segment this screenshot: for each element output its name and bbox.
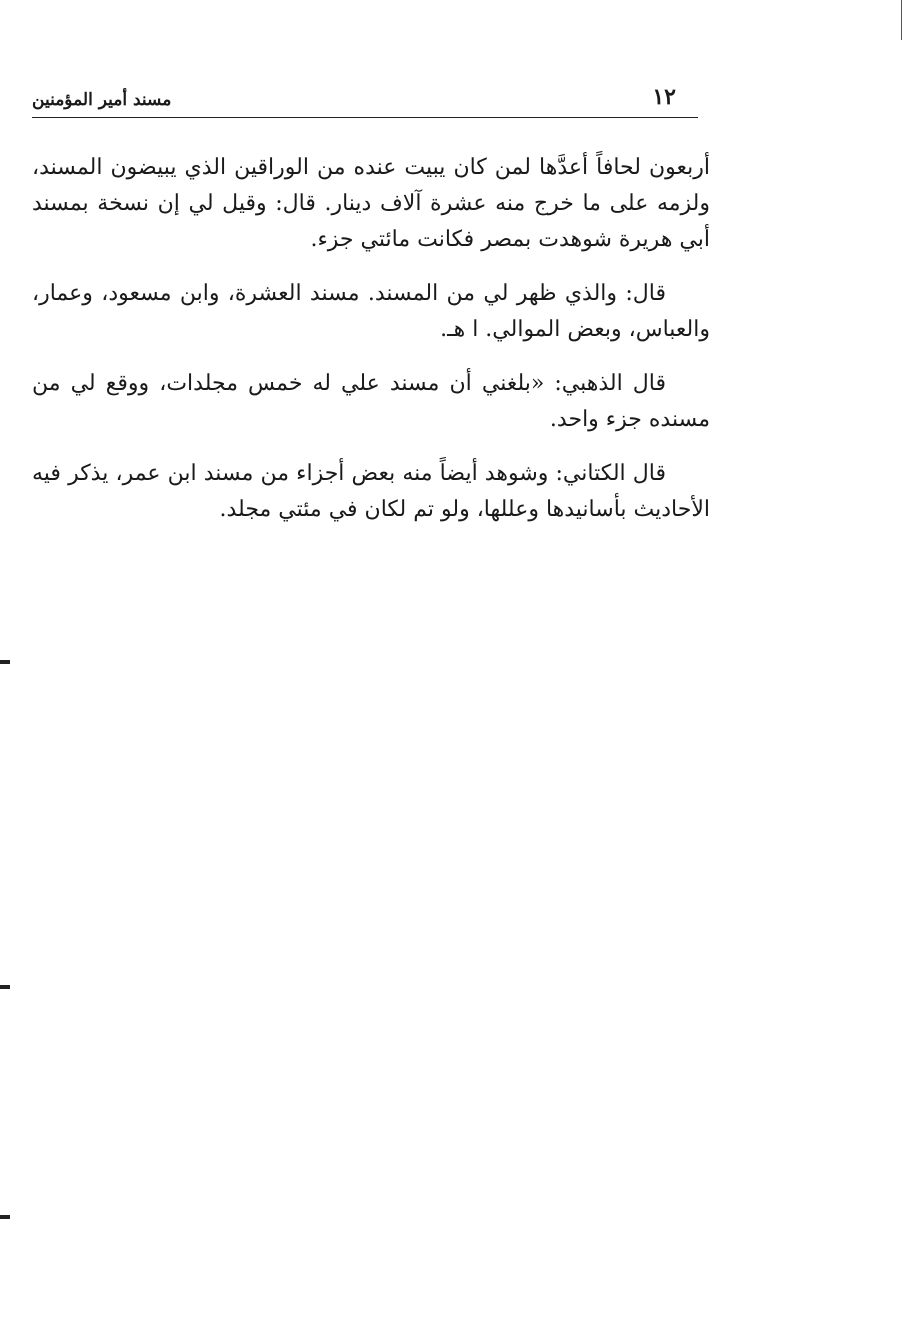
paragraph-2: قال: والذي ظهر لي من المسند. مسند العشرة، وابن مسعود، وعمار، والعباس، وبعض الموالي. ا هـ. bbox=[32, 281, 710, 342]
paragraph-4: قال الكتاني: وشوهد أيضاً منه بعض أجزاء من مسند ابن عمر، يذكر فيه الأحاديث بأسانيدها وعللها، ولو تم لكان في مئتي مجلد. bbox=[32, 461, 710, 522]
paragraph-1: أربعون لحافاً أعدَّها لمن كان يبيت عنده من الوراقين الذي يبيضون المسند، ولزمه على ما خرج منه عشرة آلاف دينار. قال: وقيل لي إن نسخة بمسند أبي هريرة شوهدت بمصر فكانت مائتي جزء. bbox=[32, 155, 710, 252]
gutter-mark bbox=[0, 1215, 10, 1219]
page-header bbox=[32, 82, 698, 118]
page-number: ١٢ bbox=[652, 84, 676, 110]
gutter-mark bbox=[0, 985, 10, 989]
scan-edge-line bbox=[901, 0, 902, 40]
body-text bbox=[32, 150, 710, 546]
header-rule bbox=[32, 117, 698, 118]
gutter-mark bbox=[0, 660, 10, 664]
running-title: مسند أمير المؤمنين bbox=[32, 90, 172, 110]
paragraph-3: قال الذهبي: «بلغني أن مسند علي له خمس مجلدات، ووقع لي من مسنده جزء واحد. bbox=[32, 371, 710, 432]
